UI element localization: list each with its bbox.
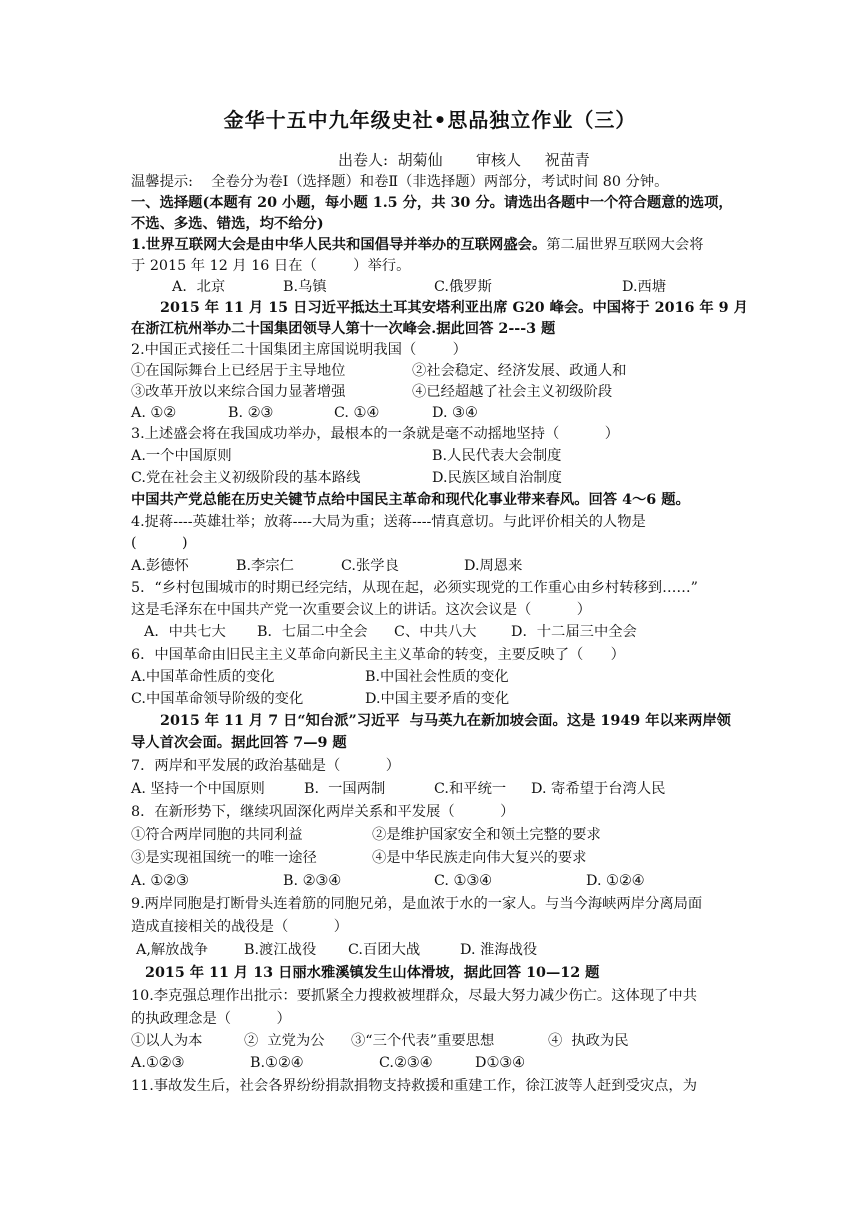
- q10-item-2: ② 立党为公: [244, 1033, 325, 1049]
- q2-option-d: D. ③④: [432, 405, 478, 421]
- q7-option-d: D. 寄希望于台湾人民: [531, 781, 666, 797]
- q6-option-d: D.中国主要矛盾的变化: [365, 691, 510, 707]
- q9-option-c: C.百团大战: [348, 942, 421, 958]
- q1-option-a: A．北京: [172, 279, 226, 295]
- q10-item-1: ①以人为本: [131, 1033, 203, 1049]
- question-7-stem: 7．两岸和平发展的政治基础是（ ）: [131, 758, 400, 774]
- intro-g20: 2015 年 11 月 15 日习近平抵达土耳其安塔利亚出席 G20 峰会。中国将于 2016 年 9 月: [160, 300, 748, 316]
- q8-option-d: D. ①②④: [586, 873, 645, 889]
- q1-option-b: B.乌镇: [283, 279, 327, 295]
- q7-option-c: C.和平统一: [434, 781, 507, 797]
- q5-option-a: A．中共七大: [144, 624, 226, 640]
- question-4-stem-cont: ( ): [131, 535, 188, 551]
- q8-item-2: ②是维护国家安全和领土完整的要求: [372, 827, 601, 843]
- q2-option-b: B. ②③: [228, 405, 274, 421]
- q2-item-3: ③改革开放以来综合国力显著增强: [131, 384, 346, 400]
- intro-lishui: 2015 年 11 月 13 日丽水雅溪镇发生山体滑坡，据此回答 10—12 题: [145, 965, 600, 981]
- intro-taiwan-cont: 导人首次会面。据此回答 7—9 题: [131, 735, 347, 751]
- question-5-stem-cont: 这是毛泽东在中国共产党一次重要会议上的讲话。这次会议是（ ）: [131, 602, 592, 618]
- q5-option-d: D．十二届三中全会: [511, 624, 637, 640]
- q8-option-b: B. ②③④: [283, 873, 342, 889]
- question-6-stem: 6．中国革命由旧民主主义革命向新民主主义革命的转变，主要反映了（ ）: [131, 647, 625, 663]
- question-9-stem: 9.两岸同胞是打断骨头连着筋的同胞兄弟，是血浓于水的一家人。与当今海峡两岸分离局面: [131, 896, 703, 912]
- q4-option-a: A.彭德怀: [131, 558, 189, 574]
- q10-item-3: ③“三个代表”重要思想: [351, 1033, 495, 1049]
- q4-option-d: D.周恩来: [464, 558, 523, 574]
- q8-item-4: ④是中华民族走向伟大复兴的要求: [372, 850, 587, 866]
- q6-option-b: B.中国社会性质的变化: [365, 669, 509, 685]
- question-2-stem: 2.中国正式接任二十国集团主席国说明我国（ ）: [131, 342, 467, 358]
- q9-option-d: D. 淮海战役: [460, 942, 538, 958]
- question-9-stem-cont: 造成直接相关的战役是（ ）: [131, 919, 349, 935]
- q2-item-4: ④已经超越了社会主义初级阶段: [412, 384, 613, 400]
- q5-option-c: C、中共八大: [394, 624, 477, 640]
- question-5-stem: 5．“乡村包围城市的时期已经完结，从现在起，必须实现党的工作重心由乡村转移到……”: [131, 580, 698, 596]
- question-8-stem: 8．在新形势下，继续巩固深化两岸关系和平发展（ ）: [131, 804, 515, 820]
- question-10-stem: 10.李克强总理作出批示：要抓紧全力搜救被埋群众，尽最大努力减少伤亡。这体现了中共: [131, 988, 698, 1004]
- intro-cpc: 中国共产党总能在历史关键节点给中国民主革命和现代化事业带来春风。回答 4～6 题。: [131, 492, 690, 508]
- question-10-stem-cont: 的执政理念是（ ）: [131, 1011, 291, 1027]
- q8-option-a: A. ①②③: [131, 873, 189, 889]
- section-heading-cont: 不选、多选、错选，均不给分): [131, 216, 324, 232]
- question-11-stem: 11.事故发生后，社会各界纷纷捐款捐物支持救援和重建工作，徐江波等人赶到受灾点，为: [131, 1078, 698, 1094]
- tip-line: 温馨提示: 全卷分为卷Ⅰ（选择题）和卷Ⅱ（非选择题）两部分，考试时间 80 分钟。: [131, 174, 669, 190]
- question-4-stem: 4.捉蒋----英雄壮举；放蒋----大局为重；送蒋----情真意切。与此评价相关的人物是: [131, 514, 646, 530]
- q10-option-c: C.②③④: [379, 1055, 433, 1071]
- q10-option-d: D①③④: [475, 1055, 525, 1071]
- q6-option-a: A.中国革命性质的变化: [131, 669, 275, 685]
- q8-option-c: C. ①③④: [434, 873, 492, 889]
- q7-option-b: B. 一国两制: [304, 781, 386, 797]
- q3-option-c: C.党在社会主义初级阶段的基本路线: [131, 470, 361, 486]
- q2-item-2: ②社会稳定、经济发展、政通人和: [412, 363, 627, 379]
- q4-option-b: B.李宗仁: [236, 558, 294, 574]
- q10-option-b: B.①②④: [250, 1055, 304, 1071]
- q4-option-c: C.张学良: [341, 558, 399, 574]
- q5-option-b: B．七届二中全会: [257, 624, 368, 640]
- page-title: 金华十五中九年级史社•思品独立作业（三）: [223, 108, 637, 132]
- q8-item-3: ③是实现祖国统一的唯一途径: [131, 850, 317, 866]
- q9-option-a: A,解放战争: [136, 942, 209, 958]
- question-1-stem: [131, 235, 704, 256]
- q1-option-d: D.西塘: [622, 279, 667, 295]
- q1-option-c: C.俄罗斯: [434, 279, 492, 295]
- q3-option-b: B.人民代表大会制度: [432, 448, 562, 464]
- q2-option-c: C. ①④: [334, 405, 380, 421]
- intro-g20-cont: 在浙江杭州举办二十国集团领导人第十一次峰会.据此回答 2---3 题: [131, 321, 556, 337]
- section-heading: 一、选择题(本题有 20 小题，每小题 1.5 分，共 30 分。请选出各题中一个符合题意的选项，: [131, 195, 733, 211]
- authors-line: 出卷人: 胡菊仙 审核人 祝苗青: [338, 151, 590, 169]
- q7-option-a: A. 坚持一个中国原则: [131, 781, 265, 797]
- question-1-stem-cont: 于 2015 年 12 月 16 日在（ ）举行。: [131, 258, 411, 274]
- q6-option-c: C.中国革命领导阶级的变化: [131, 691, 304, 707]
- q10-option-a: A.①②③: [131, 1055, 185, 1071]
- q3-option-a: A.一个中国原则: [131, 448, 232, 464]
- question-3-stem: 3.上述盛会将在我国成功举办，最根本的一条就是毫不动摇地坚持（ ）: [131, 426, 619, 442]
- q9-option-b: B.渡江战役: [244, 942, 317, 958]
- q2-option-a: A. ①②: [131, 405, 177, 421]
- intro-taiwan: 2015 年 11 月 7 日“知台派”习近平 与马英九在新加坡会面。这是 1949 年以来两岸领: [160, 713, 731, 729]
- question-1-stem-rest: 第二届世界互联网大会将: [546, 237, 704, 253]
- q10-item-4: ④ 执政为民: [548, 1033, 629, 1049]
- q3-option-d: D.民族区域自治制度: [432, 470, 562, 486]
- question-1-stem-bold: 1.世界互联网大会是由中华人民共和国倡导并举办的互联网盛会。: [131, 237, 547, 253]
- q2-item-1: ①在国际舞台上已经居于主导地位: [131, 363, 346, 379]
- q8-item-1: ①符合两岸同胞的共同利益: [131, 827, 303, 843]
